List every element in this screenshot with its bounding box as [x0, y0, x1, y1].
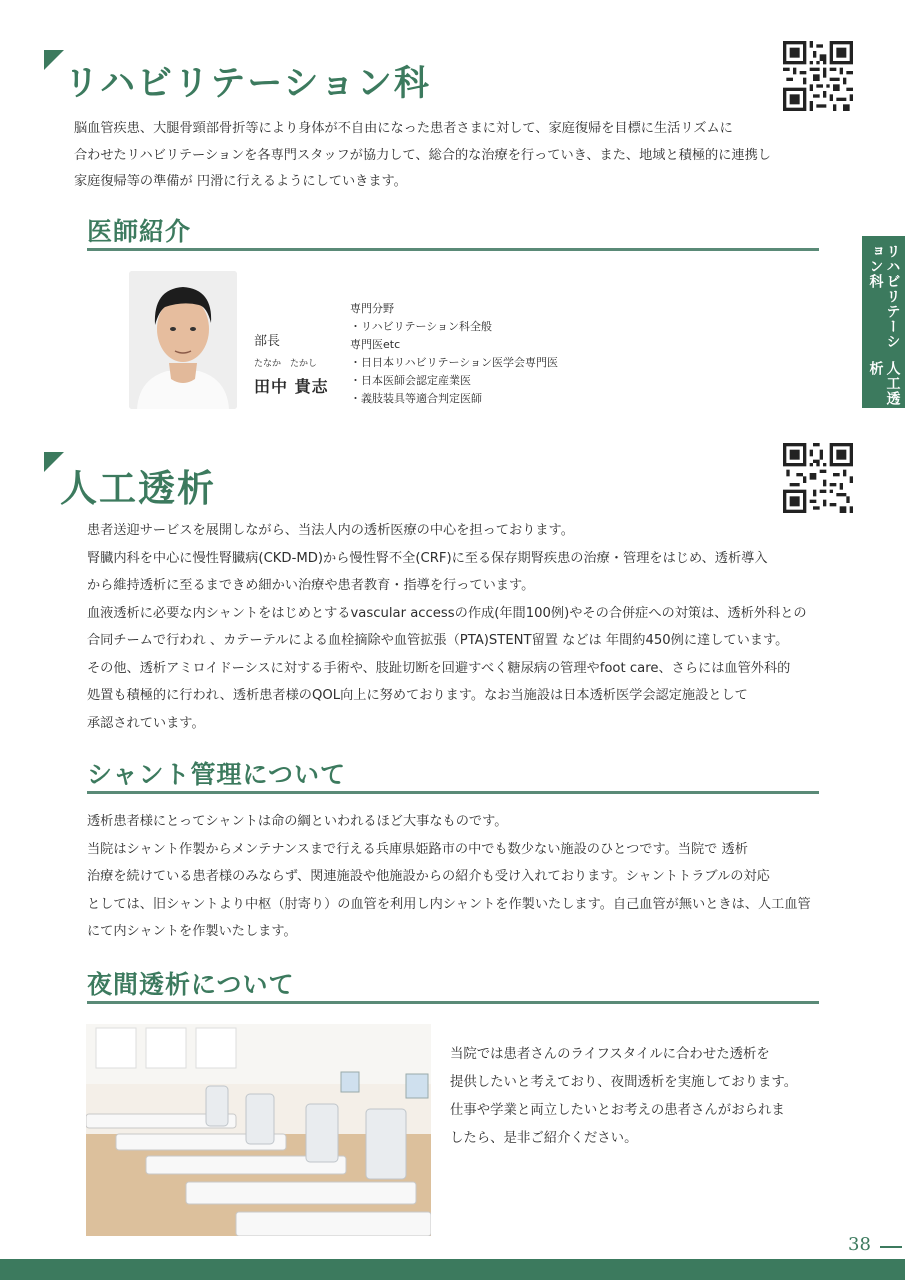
dialysis-line: 血液透析に必要な内シャントをはじめとするvascular accessの作成(年間100例)やその合併症への対策は、透析外科との	[87, 605, 807, 621]
rehab-description	[74, 116, 814, 196]
section-divider	[87, 1001, 819, 1004]
specialty-label: 専門分野	[350, 302, 394, 315]
dialysis-line: 処置も積極的に行われ、透析患者様のQOL向上に努めております。なお当施設は日本透析医学会認定施設として	[87, 688, 748, 703]
dialysis-line: から維持透析に至るまできめ細かい治療や患者教育・指導を行っています。	[87, 578, 535, 593]
shunt-line: 当院はシャント作製からメンテナンスまで行える兵庫県姫路市の中でも数少ない施設のひとつです。当院で 透析	[87, 841, 748, 857]
dialysis-line: その他、透析アミロイドーシスに対する手術や、肢趾切断を回避すべく糖尿病の管理やfoot care、さらには血管外科的	[87, 660, 791, 676]
shunt-line: 治療を続けている患者様のみならず、関連施設や他施設からの紹介も受け入れております。シャントトラブルの対応	[87, 869, 770, 884]
doctor-section-title: 医師紹介	[87, 217, 192, 246]
doctor-photo	[129, 271, 237, 409]
rehab-line: 合わせたリハビリテーションを各専門スタッフが協力して、総合的な治療を行っていき、また、地域と積極的に連携し	[74, 147, 771, 163]
shunt-line: 透析患者様にとってシャントは命の綱といわれるほど大事なものです。	[87, 814, 508, 829]
doctor-name: 田中 貴志	[254, 377, 329, 396]
night-line: したら、是非ご紹介ください。	[450, 1131, 638, 1146]
night-section-title: 夜間透析について	[87, 970, 295, 999]
qr-code-icon[interactable]	[783, 443, 853, 513]
heading-corner-mark	[44, 50, 64, 70]
side-index-tab[interactable]	[862, 236, 905, 408]
certification-label: 専門医etc	[350, 338, 401, 351]
specialty-item: ・リハビリテーション科全般	[350, 320, 493, 333]
shunt-line: としては、旧シャントより中枢（肘寄り）の血管を利用し内シャントを作製いたします。自己血管が無いときは、人工血管	[87, 896, 811, 912]
night-line: 当院では患者さんのライフスタイルに合わせた透析を	[450, 1047, 770, 1062]
dialysis-room-photo	[86, 1024, 431, 1236]
shunt-line: にて内シャントを作製いたします。	[87, 924, 297, 939]
qr-code-icon[interactable]	[783, 41, 853, 111]
footer-bar	[0, 1259, 905, 1280]
doctor-credentials	[350, 300, 670, 408]
night-line: 仕事や学業と両立したいとお考えの患者さんがおられま	[450, 1103, 785, 1118]
dialysis-line: 合同チームで行われ 、カテーテルによる血栓摘除や血管拡張（PTA)STENT留置 などは 年間約450例に達しています。	[87, 633, 789, 648]
page-number: 38	[848, 1234, 871, 1255]
certification-item: ・日日本リハビリテーション医学会専門医	[350, 356, 559, 369]
dialysis-line: 患者送迎サービスを展開しながら、当法人内の透析医療の中心を担っております。	[87, 523, 574, 538]
dialysis-line: 承認されています。	[87, 715, 205, 731]
section-divider	[87, 248, 819, 251]
night-description	[450, 1041, 830, 1153]
shunt-section-title: シャント管理について	[87, 760, 347, 789]
page-number-dash	[880, 1246, 902, 1248]
night-line: 提供したいと考えており、夜間透析を実施しております。	[450, 1075, 798, 1090]
certification-item: ・義肢装具等適合判定医師	[350, 392, 482, 405]
rehab-line: 家庭復帰等の準備が 円滑に行えるようにしていきます。	[74, 174, 407, 189]
dialysis-description	[87, 517, 827, 737]
dialysis-line: 腎臓内科を中心に慢性腎臓病(CKD-MD)から慢性腎不全(CRF)に至る保存期腎疾患の治療・管理をはじめ、透析導入	[87, 550, 768, 566]
shunt-description	[87, 808, 827, 946]
side-tab-dialysis: 人工透析	[867, 361, 901, 407]
doctor-name-furigana: たなか たかし	[254, 359, 318, 369]
rehab-title: リハビリテーション科	[64, 63, 431, 104]
doctor-position: 部長	[254, 334, 281, 349]
side-tab-rehab: リハビリテーション科	[867, 244, 901, 349]
section-divider	[87, 791, 819, 794]
dialysis-title: 人工透析	[60, 466, 216, 510]
rehab-line: 脳血管疾患、大腿骨頸部骨折等により身体が不自由になった患者さまに対して、家庭復帰を目標に生活リズムに	[74, 121, 733, 136]
certification-item: ・日本医師会認定産業医	[350, 374, 471, 387]
